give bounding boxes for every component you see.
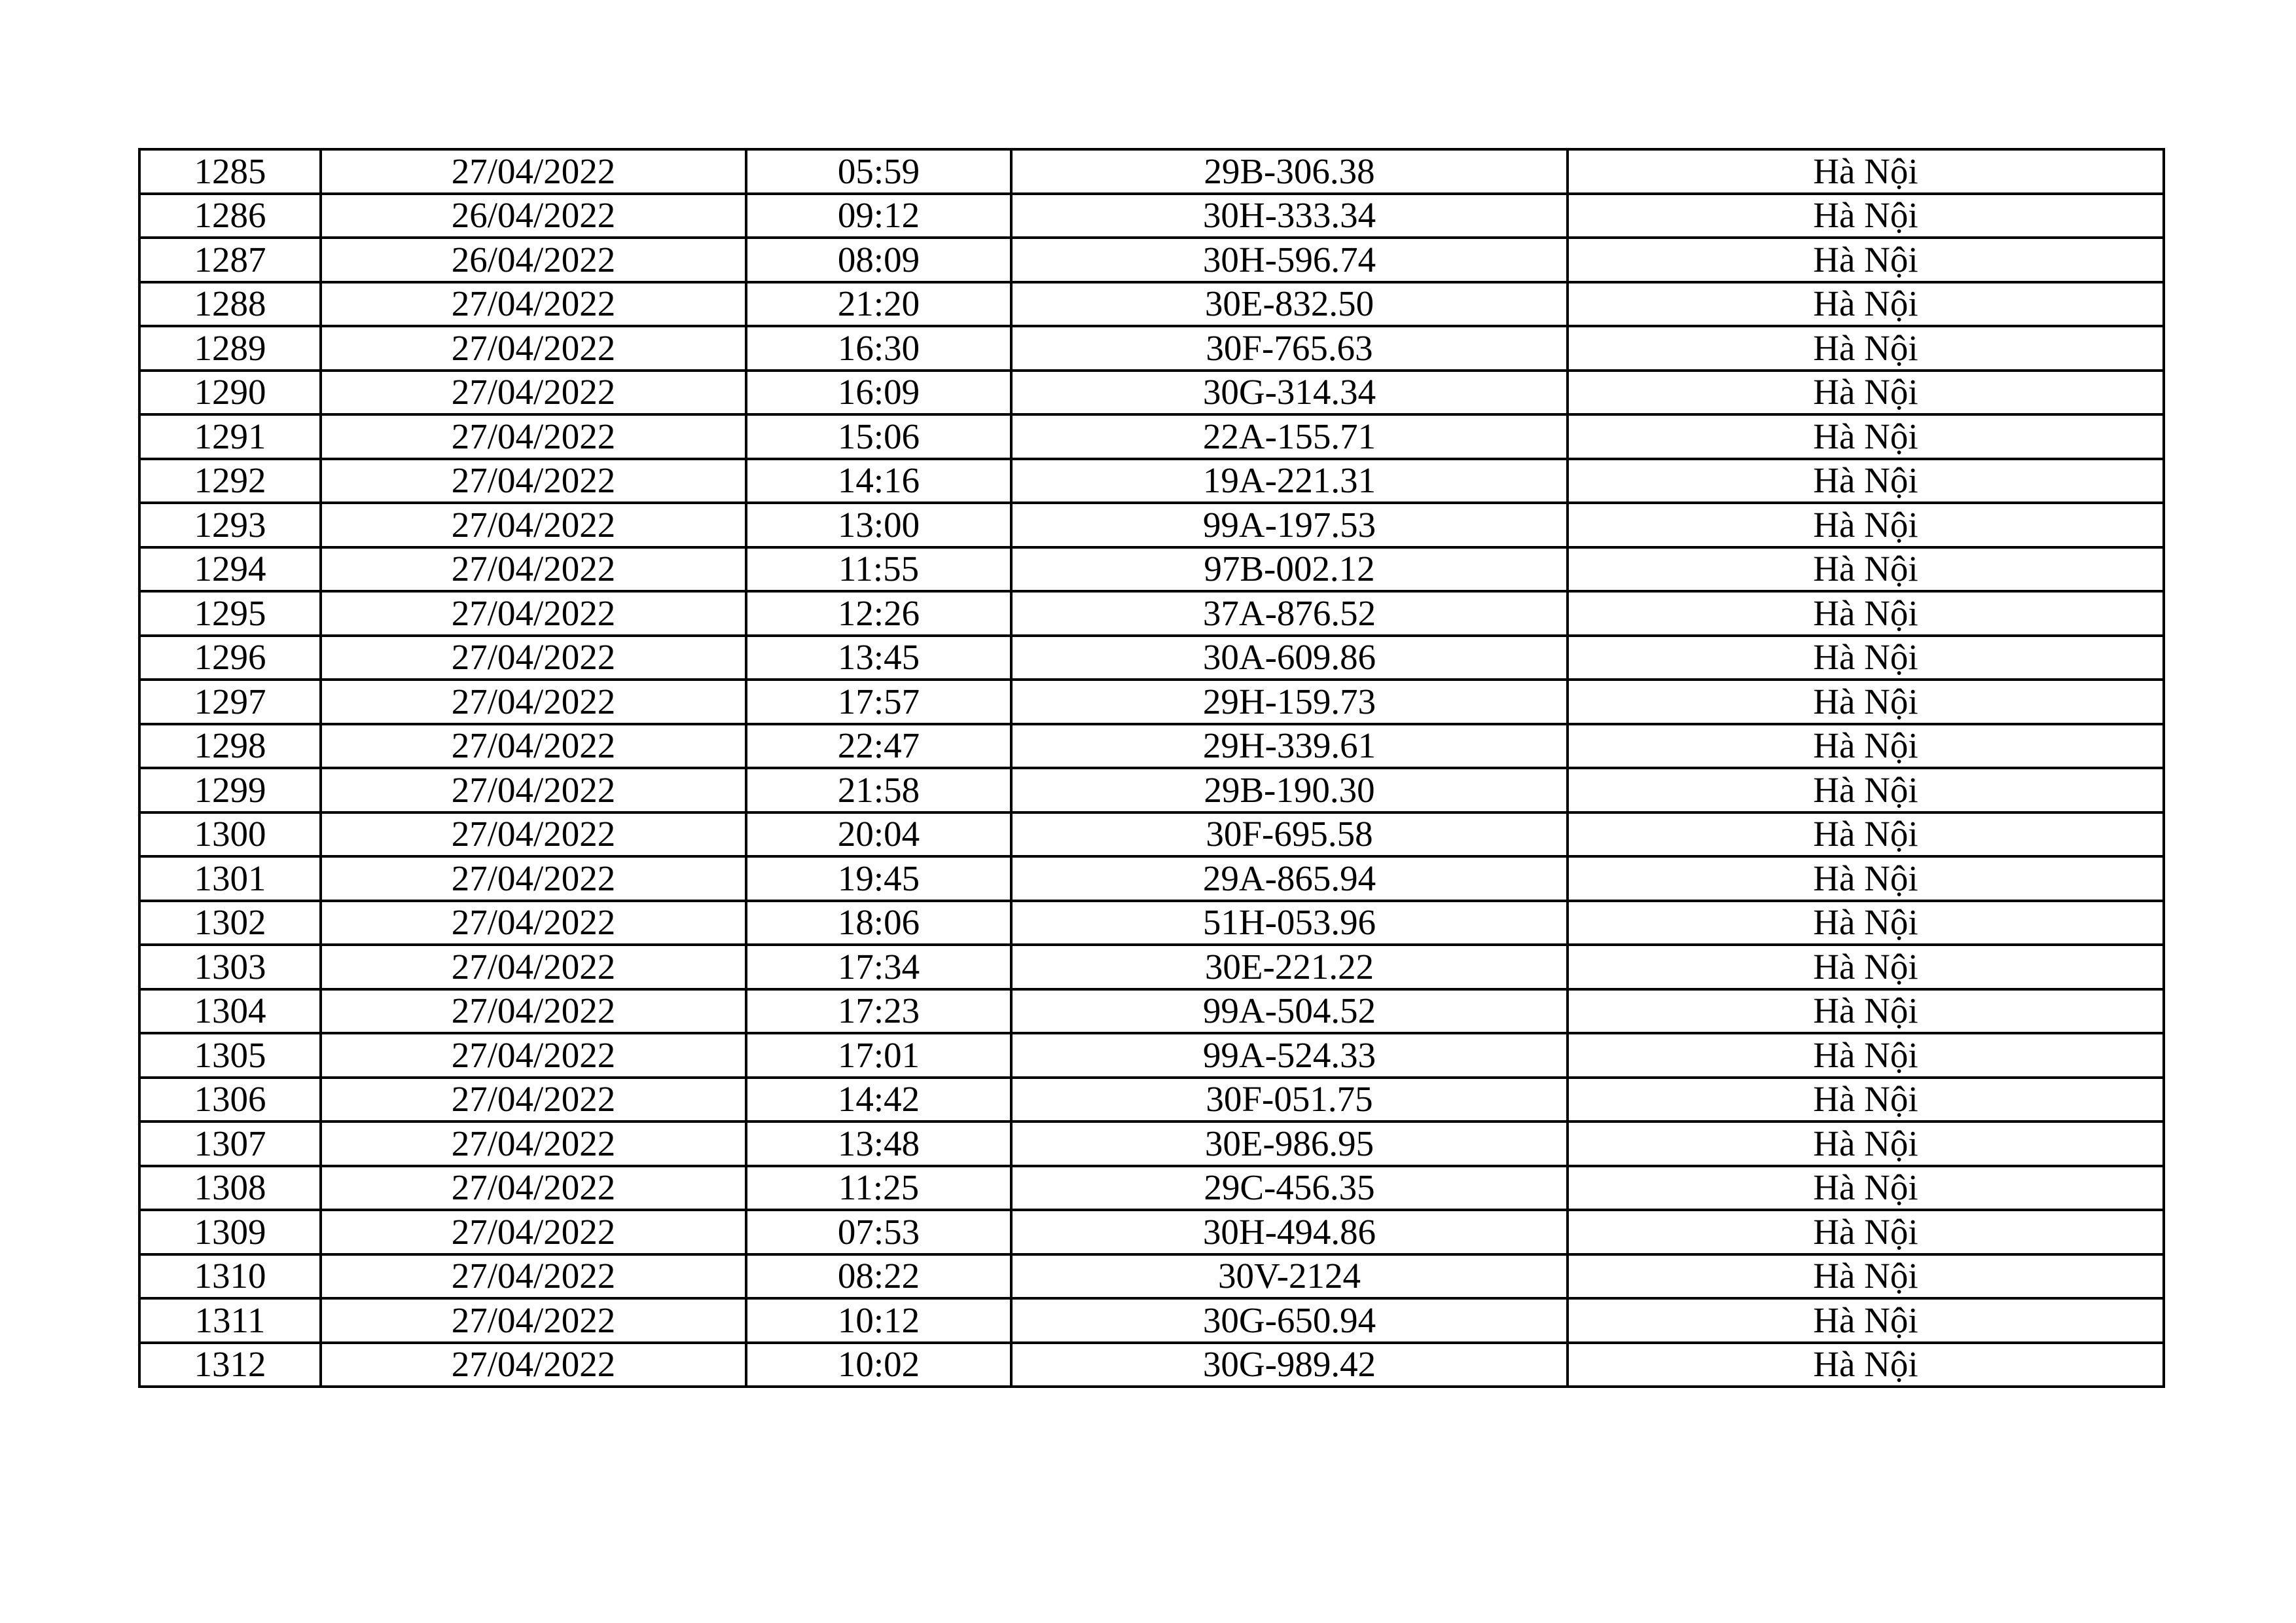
plate-number-cell: 30A-609.86	[1011, 636, 1568, 680]
location-cell: Hà Nội	[1568, 1210, 2164, 1254]
time-cell: 13:45	[746, 636, 1011, 680]
time-cell: 10:12	[746, 1298, 1011, 1343]
location-cell: Hà Nội	[1568, 326, 2164, 371]
time-cell: 05:59	[746, 149, 1011, 194]
table-row	[139, 547, 2164, 592]
plate-number-cell: 30H-333.34	[1011, 194, 1568, 238]
time-cell: 07:53	[746, 1210, 1011, 1254]
table-row	[139, 1122, 2164, 1166]
date-cell: 27/04/2022	[321, 282, 746, 327]
row-number-cell: 1304	[139, 989, 321, 1034]
row-number-cell: 1310	[139, 1254, 321, 1299]
time-cell: 11:55	[746, 547, 1011, 592]
date-cell: 27/04/2022	[321, 945, 746, 989]
row-number-cell: 1294	[139, 547, 321, 592]
table-row	[139, 812, 2164, 857]
date-cell: 27/04/2022	[321, 989, 746, 1034]
plate-number-cell: 51H-053.96	[1011, 901, 1568, 945]
location-cell: Hà Nội	[1568, 680, 2164, 724]
table-row	[139, 1166, 2164, 1211]
table-row	[139, 680, 2164, 724]
location-cell: Hà Nội	[1568, 591, 2164, 636]
location-cell: Hà Nội	[1568, 812, 2164, 857]
time-cell: 17:23	[746, 989, 1011, 1034]
table-row	[139, 414, 2164, 459]
date-cell: 27/04/2022	[321, 1298, 746, 1343]
plate-number-cell: 99A-524.33	[1011, 1033, 1568, 1078]
plate-number-cell: 99A-504.52	[1011, 989, 1568, 1034]
row-number-cell: 1285	[139, 149, 321, 194]
table-row	[139, 1210, 2164, 1254]
table-row	[139, 459, 2164, 503]
table-row	[139, 503, 2164, 547]
plate-number-cell: 29C-456.35	[1011, 1166, 1568, 1211]
date-cell: 27/04/2022	[321, 1122, 746, 1166]
date-cell: 26/04/2022	[321, 194, 746, 238]
plate-number-cell: 22A-155.71	[1011, 414, 1568, 459]
location-cell: Hà Nội	[1568, 238, 2164, 282]
plate-number-cell: 30E-221.22	[1011, 945, 1568, 989]
time-cell: 15:06	[746, 414, 1011, 459]
data-table	[138, 148, 2165, 1388]
row-number-cell: 1286	[139, 194, 321, 238]
row-number-cell: 1295	[139, 591, 321, 636]
row-number-cell: 1299	[139, 768, 321, 812]
table-row	[139, 371, 2164, 415]
table-body	[139, 149, 2164, 1387]
plate-number-cell: 29H-339.61	[1011, 724, 1568, 769]
row-number-cell: 1300	[139, 812, 321, 857]
time-cell: 21:58	[746, 768, 1011, 812]
location-cell: Hà Nội	[1568, 1166, 2164, 1211]
table-row	[139, 901, 2164, 945]
table-row	[139, 194, 2164, 238]
table-row	[139, 1254, 2164, 1299]
time-cell: 20:04	[746, 812, 1011, 857]
row-number-cell: 1298	[139, 724, 321, 769]
date-cell: 27/04/2022	[321, 326, 746, 371]
location-cell: Hà Nội	[1568, 459, 2164, 503]
row-number-cell: 1291	[139, 414, 321, 459]
time-cell: 14:42	[746, 1078, 1011, 1122]
time-cell: 18:06	[746, 901, 1011, 945]
location-cell: Hà Nội	[1568, 149, 2164, 194]
row-number-cell: 1303	[139, 945, 321, 989]
location-cell: Hà Nội	[1568, 1078, 2164, 1122]
time-cell: 09:12	[746, 194, 1011, 238]
time-cell: 16:30	[746, 326, 1011, 371]
row-number-cell: 1305	[139, 1033, 321, 1078]
date-cell: 27/04/2022	[321, 812, 746, 857]
time-cell: 22:47	[746, 724, 1011, 769]
row-number-cell: 1287	[139, 238, 321, 282]
location-cell: Hà Nội	[1568, 371, 2164, 415]
plate-number-cell: 30F-051.75	[1011, 1078, 1568, 1122]
time-cell: 08:09	[746, 238, 1011, 282]
date-cell: 27/04/2022	[321, 1254, 746, 1299]
time-cell: 11:25	[746, 1166, 1011, 1211]
table-row	[139, 1033, 2164, 1078]
row-number-cell: 1308	[139, 1166, 321, 1211]
time-cell: 16:09	[746, 371, 1011, 415]
date-cell: 27/04/2022	[321, 680, 746, 724]
table-row	[139, 856, 2164, 901]
location-cell: Hà Nội	[1568, 768, 2164, 812]
row-number-cell: 1288	[139, 282, 321, 327]
date-cell: 27/04/2022	[321, 1078, 746, 1122]
table-row	[139, 326, 2164, 371]
date-cell: 27/04/2022	[321, 856, 746, 901]
row-number-cell: 1293	[139, 503, 321, 547]
location-cell: Hà Nội	[1568, 856, 2164, 901]
plate-number-cell: 29A-865.94	[1011, 856, 1568, 901]
row-number-cell: 1312	[139, 1343, 321, 1387]
date-cell: 27/04/2022	[321, 1210, 746, 1254]
time-cell: 13:48	[746, 1122, 1011, 1166]
date-cell: 27/04/2022	[321, 636, 746, 680]
plate-number-cell: 19A-221.31	[1011, 459, 1568, 503]
date-cell: 27/04/2022	[321, 901, 746, 945]
row-number-cell: 1289	[139, 326, 321, 371]
row-number-cell: 1311	[139, 1298, 321, 1343]
location-cell: Hà Nội	[1568, 945, 2164, 989]
plate-number-cell: 30H-596.74	[1011, 238, 1568, 282]
plate-number-cell: 37A-876.52	[1011, 591, 1568, 636]
plate-number-cell: 29H-159.73	[1011, 680, 1568, 724]
table-row	[139, 1078, 2164, 1122]
plate-number-cell: 30G-989.42	[1011, 1343, 1568, 1387]
plate-number-cell: 30G-650.94	[1011, 1298, 1568, 1343]
row-number-cell: 1292	[139, 459, 321, 503]
location-cell: Hà Nội	[1568, 724, 2164, 769]
location-cell: Hà Nội	[1568, 1122, 2164, 1166]
date-cell: 27/04/2022	[321, 459, 746, 503]
location-cell: Hà Nội	[1568, 503, 2164, 547]
date-cell: 27/04/2022	[321, 1343, 746, 1387]
row-number-cell: 1307	[139, 1122, 321, 1166]
plate-number-cell: 29B-190.30	[1011, 768, 1568, 812]
location-cell: Hà Nội	[1568, 636, 2164, 680]
time-cell: 17:34	[746, 945, 1011, 989]
date-cell: 27/04/2022	[321, 1166, 746, 1211]
table-row	[139, 989, 2164, 1034]
time-cell: 14:16	[746, 459, 1011, 503]
plate-number-cell: 30F-695.58	[1011, 812, 1568, 857]
date-cell: 26/04/2022	[321, 238, 746, 282]
plate-number-cell: 30E-832.50	[1011, 282, 1568, 327]
location-cell: Hà Nội	[1568, 547, 2164, 592]
table-row	[139, 1343, 2164, 1387]
row-number-cell: 1302	[139, 901, 321, 945]
row-number-cell: 1309	[139, 1210, 321, 1254]
table-row	[139, 149, 2164, 194]
date-cell: 27/04/2022	[321, 503, 746, 547]
location-cell: Hà Nội	[1568, 1254, 2164, 1299]
time-cell: 13:00	[746, 503, 1011, 547]
location-cell: Hà Nội	[1568, 1298, 2164, 1343]
plate-number-cell: 30V-2124	[1011, 1254, 1568, 1299]
location-cell: Hà Nội	[1568, 1033, 2164, 1078]
row-number-cell: 1306	[139, 1078, 321, 1122]
row-number-cell: 1290	[139, 371, 321, 415]
table-row	[139, 238, 2164, 282]
table-row	[139, 945, 2164, 989]
time-cell: 19:45	[746, 856, 1011, 901]
row-number-cell: 1301	[139, 856, 321, 901]
plate-number-cell: 99A-197.53	[1011, 503, 1568, 547]
time-cell: 10:02	[746, 1343, 1011, 1387]
date-cell: 27/04/2022	[321, 547, 746, 592]
date-cell: 27/04/2022	[321, 371, 746, 415]
date-cell: 27/04/2022	[321, 591, 746, 636]
row-number-cell: 1297	[139, 680, 321, 724]
date-cell: 27/04/2022	[321, 724, 746, 769]
plate-number-cell: 30H-494.86	[1011, 1210, 1568, 1254]
location-cell: Hà Nội	[1568, 901, 2164, 945]
date-cell: 27/04/2022	[321, 149, 746, 194]
location-cell: Hà Nội	[1568, 194, 2164, 238]
table-row	[139, 724, 2164, 769]
location-cell: Hà Nội	[1568, 414, 2164, 459]
table-row	[139, 282, 2164, 327]
table-row	[139, 636, 2164, 680]
date-cell: 27/04/2022	[321, 1033, 746, 1078]
time-cell: 12:26	[746, 591, 1011, 636]
time-cell: 17:01	[746, 1033, 1011, 1078]
table-row	[139, 591, 2164, 636]
plate-number-cell: 29B-306.38	[1011, 149, 1568, 194]
row-number-cell: 1296	[139, 636, 321, 680]
plate-number-cell: 97B-002.12	[1011, 547, 1568, 592]
plate-number-cell: 30F-765.63	[1011, 326, 1568, 371]
time-cell: 21:20	[746, 282, 1011, 327]
time-cell: 17:57	[746, 680, 1011, 724]
table-row	[139, 1298, 2164, 1343]
plate-number-cell: 30G-314.34	[1011, 371, 1568, 415]
date-cell: 27/04/2022	[321, 768, 746, 812]
table-row	[139, 768, 2164, 812]
location-cell: Hà Nội	[1568, 282, 2164, 327]
time-cell: 08:22	[746, 1254, 1011, 1299]
plate-number-cell: 30E-986.95	[1011, 1122, 1568, 1166]
location-cell: Hà Nội	[1568, 989, 2164, 1034]
date-cell: 27/04/2022	[321, 414, 746, 459]
location-cell: Hà Nội	[1568, 1343, 2164, 1387]
